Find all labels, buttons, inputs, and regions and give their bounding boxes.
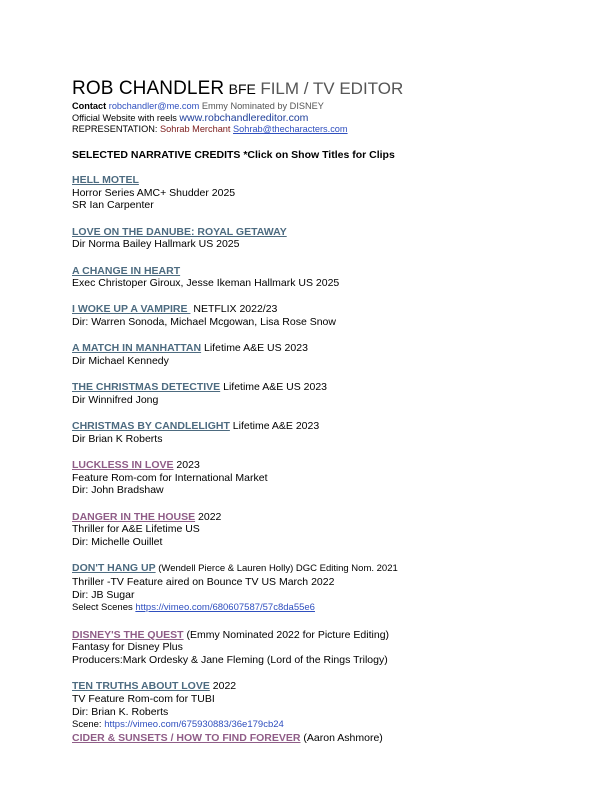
contact-label: Contact bbox=[72, 101, 107, 111]
credit-title-suffix: (Wendell Pierce & Lauren Holly) DGC Editing Nom. 2021 bbox=[155, 563, 398, 575]
website-link[interactable]: www.robchandlereditor.com bbox=[179, 111, 309, 124]
scenes-link[interactable]: https://vimeo.com/680607587/57c8da55e6 bbox=[135, 602, 315, 614]
credit-title-link[interactable]: A CHANGE IN HEART bbox=[72, 264, 181, 277]
credit-title-link[interactable]: I WOKE UP A VAMPIRE bbox=[72, 303, 191, 316]
contact-line bbox=[72, 101, 592, 113]
credit-item bbox=[72, 732, 592, 745]
editor-name: ROB CHANDLER bbox=[72, 78, 225, 99]
credit-detail: SR Ian Carpenter bbox=[72, 199, 154, 212]
credit-detail: Thriller for A&E Lifetime US bbox=[72, 523, 200, 536]
credit-detail: Feature Rom-com for International Market bbox=[72, 471, 268, 484]
credit-detail: Dir: Brian K. Roberts bbox=[72, 705, 169, 718]
credit-item bbox=[72, 511, 592, 549]
representation-line bbox=[72, 124, 592, 136]
credit-title-suffix: 2023 bbox=[173, 459, 200, 472]
credit-title-suffix: (Emmy Nominated 2022 for Picture Editing) bbox=[183, 628, 390, 641]
credit-detail: Thriller -TV Feature aired on Bounce TV US March 2022 bbox=[72, 575, 335, 588]
credit-title-link[interactable]: TEN TRUTHS ABOUT LOVE bbox=[72, 680, 210, 693]
credit-title-link[interactable]: HELL MOTEL bbox=[72, 174, 139, 186]
credit-detail: Fantasy for Disney Plus bbox=[72, 641, 183, 654]
credit-item bbox=[72, 420, 592, 445]
credit-detail: TV Feature Rom-com for TUBI bbox=[72, 692, 215, 705]
credit-title-link[interactable]: A MATCH IN MANHATTAN bbox=[72, 342, 202, 355]
credit-detail: Dir Brian K Roberts bbox=[72, 432, 163, 445]
credit-detail: Horror Series AMC+ Shudder 2025 bbox=[72, 186, 236, 199]
credit-item bbox=[72, 174, 592, 212]
credit-title-link[interactable]: LUCKLESS IN LOVE bbox=[72, 459, 174, 472]
credit-detail: Dir Norma Bailey Hallmark US 2025 bbox=[72, 238, 240, 251]
resume-page bbox=[72, 78, 592, 745]
credit-detail: Dir Winnifred Jong bbox=[72, 393, 159, 406]
credit-item bbox=[72, 562, 592, 615]
scene-link[interactable]: https://vimeo.com/675930883/36e179cb24 bbox=[104, 719, 284, 731]
rep-name: Sohrab Merchant bbox=[159, 124, 231, 134]
credit-item bbox=[72, 265, 592, 290]
credit-title-suffix: 2022 bbox=[209, 680, 237, 693]
credit-item bbox=[72, 680, 592, 732]
website-label: Official Website with reels bbox=[72, 112, 177, 123]
credit-title-suffix: Lifetime A&E US 2023 bbox=[220, 381, 327, 394]
credit-detail: Dir: John Bradshaw bbox=[72, 484, 164, 497]
contact-email-link[interactable]: robchandler@me.com bbox=[108, 101, 200, 111]
credit-title-suffix: 2022 bbox=[195, 510, 222, 523]
emmy-note: Emmy Nominated by DISNEY bbox=[201, 101, 324, 111]
credit-title-suffix: Lifetime A&E 2023 bbox=[229, 420, 320, 433]
editor-role: FILM / TV EDITOR bbox=[260, 79, 404, 98]
credit-item bbox=[72, 629, 592, 667]
credit-item bbox=[72, 303, 592, 328]
credit-detail: Dir: Michelle Ouillet bbox=[72, 536, 163, 549]
header-title bbox=[72, 78, 592, 100]
credit-title-suffix: (Aaron Ashmore) bbox=[300, 732, 383, 744]
credit-title-link[interactable]: LOVE ON THE DANUBE: ROYAL GETAWAY bbox=[72, 225, 287, 238]
rep-email-link[interactable]: Sohrab@thecharacters.com bbox=[233, 124, 348, 134]
credit-title-link[interactable]: CHRISTMAS BY CANDLELIGHT bbox=[72, 420, 230, 433]
credit-title-suffix: Lifetime A&E US 2023 bbox=[201, 342, 308, 355]
credit-detail: Dir: JB Sugar bbox=[72, 588, 135, 601]
scene-label: Scene: bbox=[72, 719, 105, 731]
credit-title-link[interactable]: DON'T HANG UP bbox=[72, 562, 156, 575]
section-heading: SELECTED NARRATIVE CREDITS *Click on Show Titles for Clips bbox=[72, 148, 395, 161]
credit-item bbox=[72, 342, 592, 367]
credit-title-link[interactable]: DANGER IN THE HOUSE bbox=[72, 510, 196, 523]
credit-detail: Exec Christoper Giroux, Jesse Ikeman Hallmark US 2025 bbox=[72, 277, 340, 290]
website-line bbox=[72, 113, 592, 125]
credit-detail: Dir: Warren Sonoda, Michael Mcgowan, Lisa Rose Snow bbox=[72, 316, 336, 329]
credit-title-link[interactable]: DISNEY'S THE QUEST bbox=[72, 628, 184, 641]
credit-item bbox=[72, 459, 592, 497]
rep-label: REPRESENTATION: bbox=[72, 124, 158, 134]
credit-detail: Producers:Mark Ordesky & Jane Fleming (Lord of the Rings Trilogy) bbox=[72, 653, 388, 666]
credit-title-link[interactable]: CIDER & SUNSETS / HOW TO FIND FOREVER bbox=[72, 732, 301, 744]
credit-item bbox=[72, 226, 592, 251]
credit-title-link[interactable]: THE CHRISTMAS DETECTIVE bbox=[72, 381, 221, 394]
scenes-label: Select Scenes bbox=[72, 602, 136, 614]
credit-item bbox=[72, 381, 592, 406]
credit-title-suffix: NETFLIX 2022/23 bbox=[190, 303, 278, 316]
credit-detail: Dir Michael Kennedy bbox=[72, 355, 169, 368]
bfe-credential: BFE bbox=[228, 81, 256, 97]
